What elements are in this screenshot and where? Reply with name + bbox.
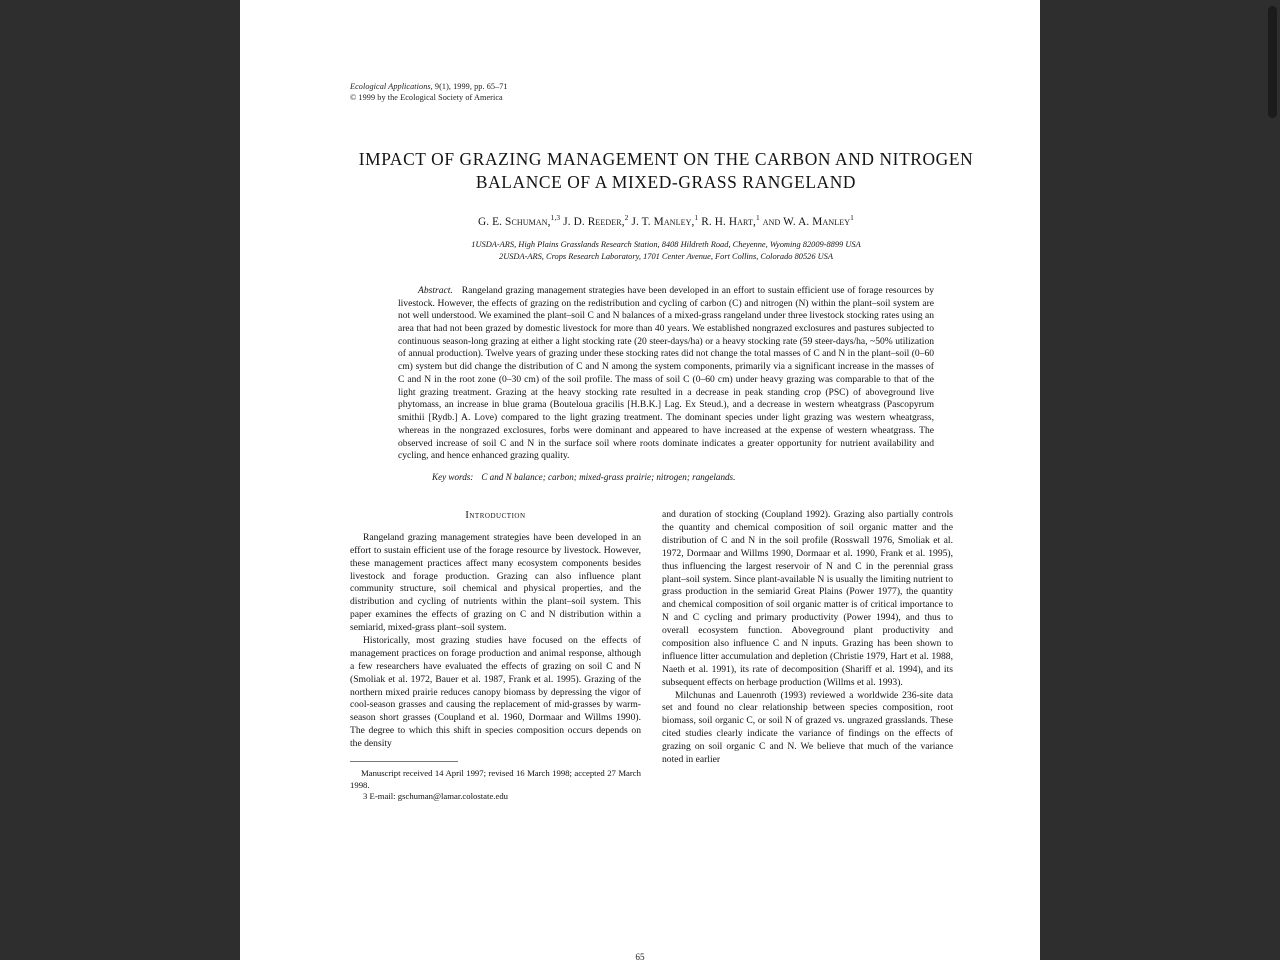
- footnote-email: 3 E-mail: gschuman@lamar.colostate.edu: [363, 791, 509, 802]
- body-columns: [350, 509, 982, 803]
- scrollbar-thumb[interactable]: [1268, 6, 1277, 118]
- title-line-2: BALANCE OF A MIXED-GRASS RANGELAND: [475, 171, 857, 192]
- keywords-text: C and N balance; carbon; mixed-grass prairie; nitrogen; rangelands.: [481, 472, 736, 483]
- author-list: G. E. Schuman,$^{1,3}$ J. D. Reeder,$^2$ J. T. Manley,$^1$ R. H. Hart,$^1$ and W. A. Manley$^1$: [478, 213, 854, 228]
- page-content: [240, 0, 1040, 803]
- affiliation-2: 2USDA-ARS, Crops Research Laboratory, 1701 Center Avenue, Fort Collins, Colorado 80526 USA: [499, 251, 833, 261]
- paragraph: and duration of stocking (Coupland 1992). Grazing also partially controls the quantity and chemical composition of soil organic matter and the distribution of C and N in the soil profile (Rosswall 1976, Smoliak et al. 1972, Dormaar and Willms 1990, Dormaar et al. 1990, Frank et al. 1995), thus influencing the largest reservoir of N and C in the perennial grass plant–soil system. Since plant-available N is usually the limiting nutrient to grass production in the semiarid Great Plains (Power 1977), the quantity and chemical composition of soil organic matter is of critical importance to N and C cycling and primary productivity (Power 1994), and thus to overall ecosystem function. Aboveground plant productivity and composition also influence C and N inputs. Grazing has been shown to influence litter accumulation and depletion (Christie 1979, Hart et al. 1988, Naeth et al. 1991), its rate of decomposition (Shariff et al. 1994), and its subsequent effects on herbage production (Willms et al. 1993).: [662, 509, 953, 688]
- paragraph: Rangeland grazing management strategies have been developed in an effort to sustain efficient use of the forage resource by livestock. However, these management practices affect many ecosystem components besides livestock and forage production. Grazing can also influence plant community structure, soil chemical and physical properties, and the distribution and cycling of nutrients within the plant–soil system. This paper examines the effects of grazing on C and N distribution within a semiarid, mixed-grass plant–soil system.: [350, 531, 641, 634]
- keywords: [398, 472, 934, 482]
- page-number: 65: [635, 952, 645, 960]
- affiliation-1: 1USDA-ARS, High Plains Grasslands Research Station, 8408 Hildreth Road, Cheyenne, Wyoming 82009-8899 USA: [471, 239, 861, 249]
- abstract: [398, 285, 934, 463]
- footnote-divider: [350, 761, 458, 762]
- title-line-1: IMPACT OF GRAZING MANAGEMENT ON THE CARBON AND NITROGEN: [358, 148, 974, 169]
- column-left: [350, 509, 641, 803]
- abstract-text: Rangeland grazing management strategies have been developed in an effort to sustain efficient use of forage resources by livestock. However, the effects of grazing on the redistribution and cycling of carbon (C) and nitrogen (N) within the plant–soil system are not well understood. We examined the plant–soil C and N balances of a mixed-grass rangeland under three livestock stocking rates using an area that had not been grazed by domestic livestock for more than 40 years. We established nongrazed exclosures and pastures subjected to continuous season-long grazing at either a light stocking rate (20 steer-days/ha) or a heavy stocking rate (59 steer-days/ha, ~50% utilization of annual production). Twelve years of grazing under these stocking rates did not change the total masses of C and N in the plant–soil (0–60 cm) system but did change the distribution of C and N among the system components, primarily via a significant increase in the masses of C and N in the root zone (0–30 cm) of the soil profile. The mass of soil C (0–60 cm) under heavy grazing was comparable to that of the light grazing treatment. Grazing at the heavy stocking rate resulted in a decrease in peak standing crop (PSC) of aboveground live phytomass, an increase in blue grama (Bouteloua gracilis [H.B.K.] Lag. Ex Steud.), and a decrease in western wheatgrass (Pascopyrum smithii [Rydb.] A. Love) compared to the light grazing treatment. The dominant species under light grazing was western wheatgrass, whereas in the nongrazed exclosures, forbs were dominant and appeared to have increased at the expense of western wheatgrass. The observed increase of soil C and N in the surface soil where roots dominate indicates a greater opportunity for nutrient availability and cycling, and hence enhanced grazing quality.: [398, 284, 934, 462]
- paragraph: Milchunas and Lauenroth (1993) reviewed a worldwide 236-site data set and found no clear relationship between species composition, root biomass, soil organic C, or soil N of grazed vs. ungrazed grasslands. These cited studies clearly indicate the variance of findings on the effects of grazing on soil organic C and N. We believe that much of the variance noted in earlier: [662, 689, 953, 765]
- journal-citation-line: [350, 82, 982, 93]
- section-heading-introduction: Introduction: [465, 510, 526, 522]
- footnotes: [350, 768, 641, 803]
- paragraph: Historically, most grazing studies have focused on the effects of management practices on forage production and animal response, although a few researchers have evaluated the effects of grazing on soil C and N (Smoliak et al. 1972, Bauer et al. 1987, Frank et al. 1995). Grazing of the northern mixed prairie reduces canopy biomass by depressing the vigor of cool-season grasses and causing the replacement of mid-grasses by warm-season short grasses (Coupland et al. 1960, Dormaar and Willms 1990). The degree to which this shift in species composition occurs depends on the density: [350, 635, 641, 750]
- affiliations: [350, 239, 982, 263]
- column-right: [662, 509, 953, 803]
- document-page: [240, 0, 1040, 960]
- journal-header: [350, 82, 982, 104]
- journal-citation: 9(1), 1999, pp. 65–71: [432, 82, 508, 91]
- keywords-label: Key words:: [432, 472, 474, 483]
- page-title: [350, 148, 982, 194]
- journal-copyright: © 1999 by the Ecological Society of America: [350, 92, 503, 102]
- vertical-scrollbar[interactable]: [1265, 0, 1280, 960]
- footnote-manuscript-dates: Manuscript received 14 April 1997; revised 16 March 1998; accepted 27 March 1998.: [350, 768, 641, 790]
- journal-title: Ecological Applications,: [350, 82, 433, 91]
- abstract-label: Abstract.: [418, 284, 453, 296]
